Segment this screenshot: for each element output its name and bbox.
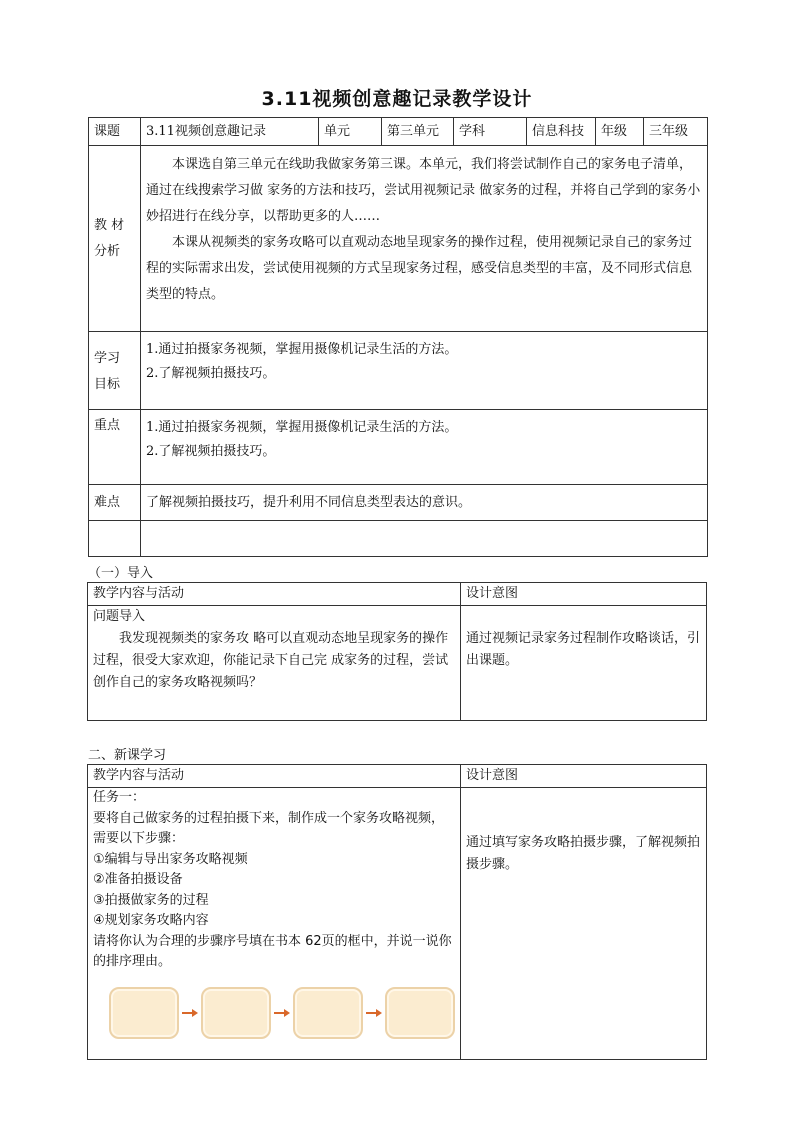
task-intro: 要将自己做家务的过程拍摄下来，制作成一个家务攻略视频，需要以下步骤：	[93, 810, 445, 846]
task-step: ③拍摄做家务的过程	[93, 892, 209, 908]
analysis-paragraph-2: 本课从视频类的家务攻略可以直观动态地呈现家务的操作过程，使用视频记录自己的家务过程的实际需求出发，尝试使用视频的方式呈现家务过程，感受信息类型的丰富，及不同形式信息类型的特点。	[146, 235, 693, 302]
keypoints-label: 重点	[89, 410, 141, 485]
analysis-content	[141, 146, 708, 332]
grade-label: 年级	[596, 118, 644, 146]
task-title: 任务一：	[93, 790, 146, 805]
task-instruction: 请将你认为合理的步骤序号填在书本 62页的框中，并说一说你 的排序理由。	[93, 933, 452, 969]
task-step: ①编辑与导出家务攻略视频	[93, 851, 248, 867]
analysis-label-line2: 分析	[94, 243, 121, 259]
arrow-right-icon	[363, 1008, 385, 1018]
arrow-right-icon	[271, 1008, 293, 1018]
intro-intent: 通过视频记录家务过程制作攻略谈话，引出课题。	[461, 606, 707, 721]
grade-value: 三年级	[644, 118, 708, 146]
goals-label-line1: 学习	[94, 351, 121, 366]
difficulty-content: 了解视频拍摄技巧，提升利用不同信息类型表达的意识。	[141, 485, 708, 521]
step-order-diagram	[109, 987, 455, 1039]
section2-heading: 二、新课学习	[88, 748, 167, 763]
difficulty-label: 难点	[89, 485, 141, 521]
subject-label: 学科	[454, 118, 527, 146]
task-intent: 通过填写家务攻略拍摄步骤，了解视频拍摄步骤。	[461, 788, 707, 1060]
step-box	[109, 987, 179, 1039]
keypoint-item: 1.通过拍摄家务视频，掌握用摄像机记录生活的方法。	[146, 420, 458, 435]
empty-content-cell	[141, 521, 708, 557]
goal-item: 2.了解视频拍摄技巧。	[146, 366, 276, 381]
keypoints-content	[141, 410, 708, 485]
goal-item: 1.通过拍摄家务视频，掌握用摄像机记录生活的方法。	[146, 342, 458, 357]
unit-value: 第三单元	[382, 118, 454, 146]
arrow-right-icon	[179, 1008, 201, 1018]
step-box	[293, 987, 363, 1039]
lesson-info-table	[88, 117, 708, 557]
intro-body: 我发现视频类的家务攻 略可以直观动态地呈现家务的操作 过程，很受大家欢迎，你能记录下自己完 成家务的过程，尝试创作自己的家务攻略视频吗？	[93, 631, 449, 690]
keypoint-item: 2.了解视频拍摄技巧。	[146, 444, 276, 459]
intro-activity-cell	[88, 606, 461, 721]
course-label: 课题	[89, 118, 141, 146]
intro-table	[87, 582, 707, 721]
goals-content	[141, 332, 708, 410]
empty-label-cell	[89, 521, 141, 557]
analysis-paragraph-1: 本课选自第三单元在线助我做家务第三课。本单元，我们将尝试制作自己的家务电子清单，通过在线搜索学习做 家务的方法和技巧，尝试用视频记录 做家务的过程，并将自己学到的家务小妙招进行在线分享，以帮助更多的人……	[146, 157, 701, 224]
intro-col-activities: 教学内容与活动	[88, 583, 461, 606]
step-box	[201, 987, 271, 1039]
goals-label	[89, 332, 141, 410]
document-title: 3.11视频创意趣记录教学设计	[261, 88, 533, 110]
task-cell	[88, 788, 461, 1060]
step-box	[385, 987, 455, 1039]
intro-subheading: 问题导入	[93, 609, 146, 624]
unit-label: 单元	[319, 118, 382, 146]
task-step: ④规划家务攻略内容	[93, 913, 209, 928]
course-value: 3.11视频创意趣记录	[141, 118, 319, 146]
task-step: ②准备拍摄设备	[93, 872, 183, 887]
analysis-label	[89, 146, 141, 332]
new-lesson-table	[87, 764, 707, 1060]
analysis-label-line1: 教 材	[94, 217, 125, 233]
section1-heading: （一）导入	[88, 566, 154, 581]
lesson-col-activities: 教学内容与活动	[88, 765, 461, 788]
intro-col-intent: 设计意图	[461, 583, 707, 606]
goals-label-line2: 目标	[94, 377, 121, 392]
lesson-col-intent: 设计意图	[461, 765, 707, 788]
subject-value: 信息科技	[527, 118, 596, 146]
